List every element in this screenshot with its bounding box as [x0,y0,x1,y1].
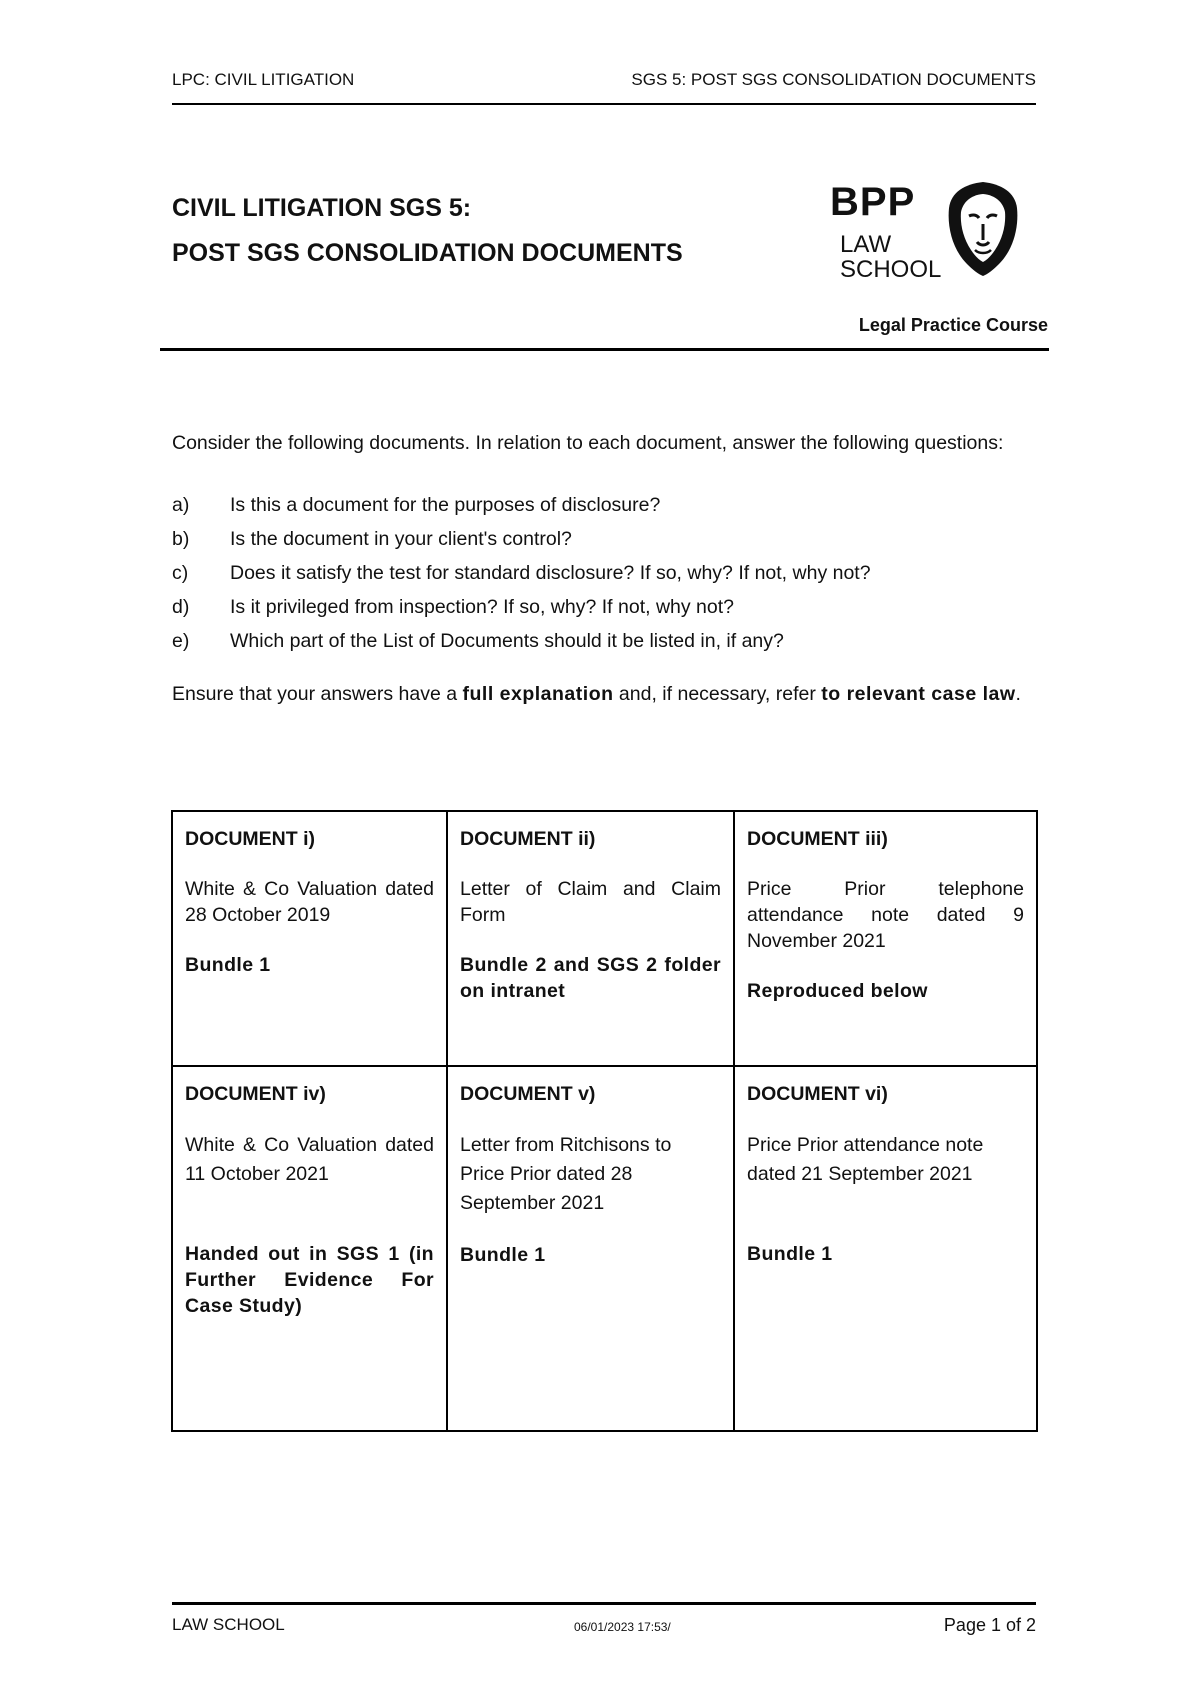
table-row [172,811,1037,1066]
header-session: SGS 5: POST SGS CONSOLIDATION DOCUMENTS [631,70,1036,89]
question-list [172,488,1036,658]
course-subtitle: Legal Practice Course [858,315,1048,335]
document-title [172,186,683,276]
logo-word-school: SCHOOL [840,256,942,283]
document-cell: DOCUMENT iv) White & Co Valuation dated 11 October 2021 Handed out in SGS 1 (in Further Evidence For Case Study) [172,1066,447,1431]
list-item: e) Which part of the List of Documents should it be listed in, if any? [172,629,784,652]
logo-brand: BPP [830,180,916,224]
document-cell: DOCUMENT v) Letter from Ritchisons to Price Prior dated 28 September 2021 Bundle 1 [447,1066,734,1431]
document-cell: DOCUMENT ii) Letter of Claim and Claim Form Bundle 2 and SGS 2 folder on intranet [447,811,734,1066]
list-item: d) Is it privileged from inspection? If so, why? If not, why not? [172,595,734,618]
footer-school: LAW SCHOOL [172,1615,285,1634]
title-line-2: POST SGS CONSOLIDATION DOCUMENTS [172,239,683,267]
footer-rule [172,1602,1036,1605]
document-cell: DOCUMENT iii) Price Prior telephone attendance note dated 9 November 2021 Reproduced below [734,811,1037,1066]
list-item: c) Does it satisfy the test for standard disclosure? If so, why? If not, why not? [172,561,871,584]
bpp-law-school-logo [830,180,1030,283]
table-row [172,1066,1037,1431]
footer-timestamp: 06/01/2023 17:53/ [574,1620,671,1634]
documents-table [171,810,1038,1432]
instruction-paragraph: Ensure that your answers have a full explanation and, if necessary, refer to relevant case law. [172,683,1021,705]
title-line-1: CIVIL LITIGATION SGS 5: [172,194,472,222]
page-number: Page 1 of 2 [943,1615,1036,1635]
running-header [172,70,1036,90]
logo-word-law: LAW [840,231,892,258]
header-rule [172,103,1036,105]
document-cell: DOCUMENT vi) Price Prior attendance note dated 21 September 2021 Bundle 1 [734,1066,1037,1431]
intro-paragraph: Consider the following documents. In relation to each document, answer the following questions: [172,432,1004,454]
lion-head-icon [945,180,1021,277]
list-item: a) Is this a document for the purposes of disclosure? [172,493,661,516]
list-item: b) Is the document in your client's control? [172,527,572,550]
document-cell: DOCUMENT i) White & Co Valuation dated 28 October 2019 Bundle 1 [172,811,447,1066]
logo-wordmark [840,232,941,282]
header-course: LPC: CIVIL LITIGATION [172,70,355,89]
title-rule [160,348,1049,351]
